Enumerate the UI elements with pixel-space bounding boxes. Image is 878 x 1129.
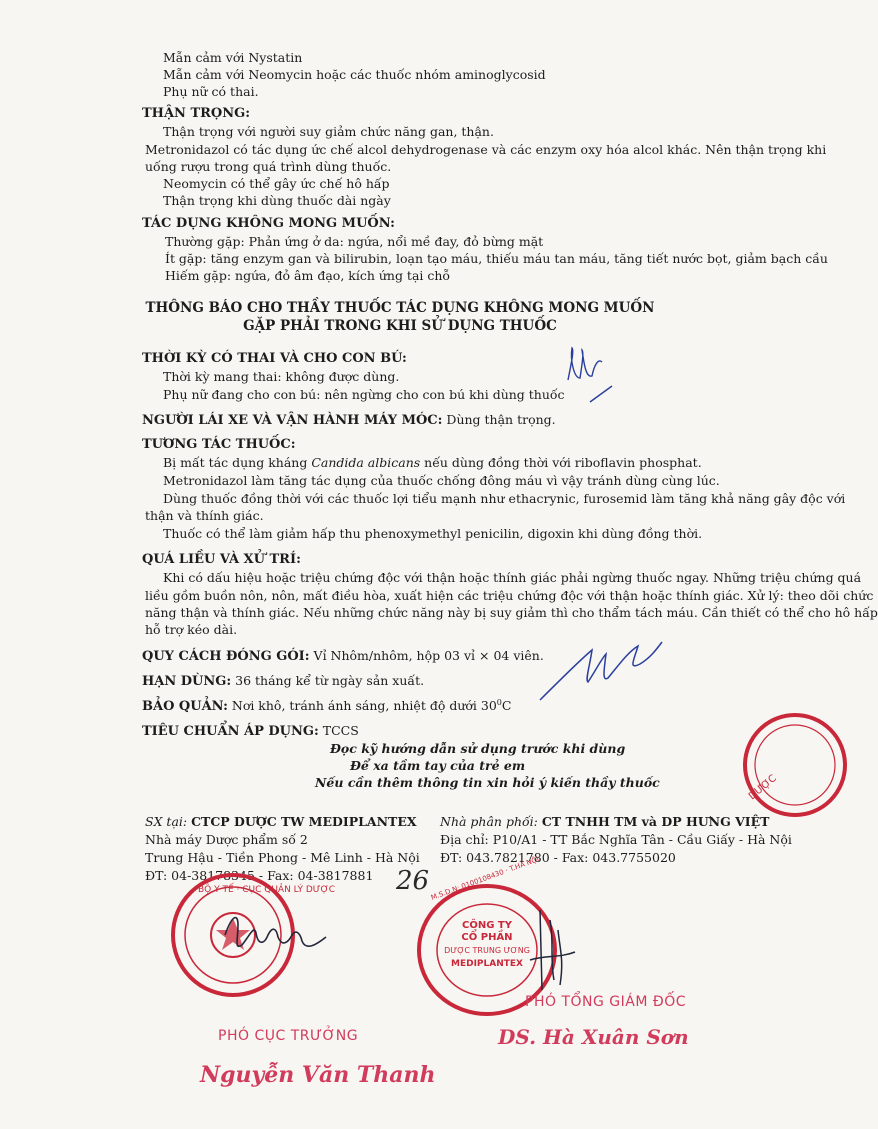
driving-heading: NGƯỜI LÁI XE VÀ VẬN HÀNH MÁY MÓC: <box>142 413 443 428</box>
warning-line: Nếu cần thêm thông tin xin hỏi ý kiến thầy thuốc <box>315 775 660 790</box>
precaution-line: Neomycin có thể gây ức chế hô hấp <box>163 176 390 191</box>
precaution-line: Metronidazol có tác dụng ức chế alcol dehydrogenase và các enzym oxy hóa alcol khác. Nên thận trọng khi <box>145 142 827 157</box>
expiry-heading: HẠN DÙNG: <box>142 674 232 689</box>
interactions-heading: TƯƠNG TÁC THUỐC: <box>142 437 296 452</box>
packaging-heading: QUY CÁCH ĐÓNG GÓI: <box>142 649 310 664</box>
pregnancy-heading: THỜI KỲ CÓ THAI VÀ CHO CON BÚ: <box>142 351 407 366</box>
overdose-line: Khi có dấu hiệu hoặc triệu chứng độc với thận hoặc thính giác phải ngừng thuốc ngay. Những triệu chứng quá <box>163 570 862 585</box>
precaution-line: Thận trọng khi dùng thuốc dài ngày <box>163 193 391 208</box>
handwritten-date: 26 <box>396 866 430 896</box>
standard-heading: TIÊU CHUẨN ÁP DỤNG: <box>142 724 319 739</box>
storage-unit: C <box>501 698 512 714</box>
side-effects-heading: TÁC DỤNG KHÔNG MONG MUỐN: <box>142 216 395 231</box>
stamp-ministry-text: BỘ Y TẾ · CỤC QUẢN LÝ DƯỢC <box>198 885 336 895</box>
expiry-line <box>142 673 424 689</box>
overdose-line: liều gồm buồn nôn, nôn, mất điều hòa, xuất hiện các triệu chứng độc với thận hoặc thính giác. Xử lý: theo dõi chức <box>145 588 874 603</box>
stamp-company-line2: CỔ PHẦN <box>461 932 513 943</box>
manufacturer-line: Nhà máy Dược phẩm số 2 <box>145 832 308 847</box>
stamp-company-line3: DƯỢC TRUNG ƯƠNG <box>444 946 530 955</box>
distributor-line: Địa chỉ: P10/A1 - TT Bắc Nghĩa Tân - Cầu Giấy - Hà Nội <box>440 832 792 847</box>
interaction-line: Dùng thuốc đồng thời với các thuốc lợi tiểu mạnh như ethacrynic, furosemid làm tăng khả năng gây độc với <box>163 491 846 506</box>
overdose-line: hỗ trợ kéo dài. <box>145 622 238 637</box>
left-signer-title: PHÓ CỤC TRƯỞNG <box>218 1028 359 1044</box>
left-signer-name: Nguyễn Văn Thanh <box>200 1062 436 1088</box>
pregnancy-line: Thời kỳ mang thai: không được dùng. <box>163 369 400 384</box>
side-effect-line: Thường gặp: Phản ứng ở da: ngứa, nổi mề đay, đỏ bừng mặt <box>165 234 544 249</box>
interaction-line: thận và thính giác. <box>145 508 264 523</box>
storage-text: Nơi khô, tránh ánh sáng, nhiệt độ dưới 30 <box>231 698 497 714</box>
stamp-right-edge <box>700 710 800 820</box>
right-signer-title: PHÓ TỔNG GIÁM ĐỐC <box>525 994 687 1010</box>
manufacturer-label: SX tại: <box>145 814 188 829</box>
initials-signature <box>560 340 620 410</box>
packaging-line <box>142 648 544 664</box>
interaction-line: Thuốc có thể làm giảm hấp thu phenoxymethyl penicilin, digoxin khi dùng đồng thời. <box>163 526 703 541</box>
notice-title-line1: THÔNG BÁO CHO THẦY THUỐC TÁC DỤNG KHÔNG MONG MUỐN <box>145 300 655 316</box>
interaction-line-post: nếu dùng đồng thời với riboflavin phosphat. <box>420 455 702 470</box>
precautions-heading: THẬN TRỌNG: <box>142 106 251 121</box>
standard-line <box>142 723 359 739</box>
overdose-heading: QUÁ LIỀU VÀ XỬ TRÍ: <box>142 552 301 567</box>
precaution-line: Thận trọng với người suy giảm chức năng gan, thận. <box>163 124 494 139</box>
stamp-company-ring: M.S.D.N: 0100108430 · T.HÀ NỘI <box>429 855 541 902</box>
pregnancy-line: Phụ nữ đang cho con bú: nên ngừng cho con bú khi dùng thuốc <box>163 387 565 402</box>
stamp-right-text: DƯỢC <box>746 773 779 803</box>
contra-line: Mẫn cảm với Neomycin hoặc các thuốc nhóm aminoglycosid <box>163 67 546 82</box>
stamp-company-line4: MEDIPLANTEX <box>451 959 523 969</box>
contra-line: Mẫn cảm với Nystatin <box>163 50 303 65</box>
approval-signature <box>530 620 670 710</box>
standard-text: TCCS <box>322 723 359 738</box>
manufacturer-name: CTCP DƯỢC TW MEDIPLANTEX <box>191 814 417 829</box>
notice-title-line2: GẶP PHẢI TRONG KHI SỬ DỤNG THUỐC <box>243 318 557 334</box>
distributor-name: CT TNHH TM và DP HƯNG VIỆT <box>541 814 770 829</box>
storage-heading: BẢO QUẢN: <box>142 699 228 715</box>
contra-line: Phụ nữ có thai. <box>163 84 259 99</box>
manufacturer-line: Trung Hậu - Tiền Phong - Mê Linh - Hà Nội <box>145 850 420 865</box>
precaution-line: uống rượu trong quá trình dùng thuốc. <box>145 159 392 174</box>
interaction-organism: Candida albicans <box>311 455 421 470</box>
interaction-line: Metronidazol làm tăng tác dụng của thuốc chống đông máu vì vậy tránh dùng cùng lúc. <box>163 473 720 488</box>
stamp-company-line1: CÔNG TY <box>462 920 512 931</box>
interaction-line <box>163 455 702 470</box>
right-signer-name: DS. Hà Xuân Sơn <box>498 1025 689 1049</box>
distributor-line: ĐT: 043.7821780 - Fax: 043.7755020 <box>440 850 676 865</box>
overdose-line: năng thận và thính giác. Nếu những chức năng này bị suy giảm thì cho thẩm tách máu. Cần thiết có thể cho hô hấp <box>145 605 878 620</box>
driving-line <box>142 412 556 428</box>
warning-line: Để xa tầm tay của trẻ em <box>350 758 526 773</box>
storage-degree: 0 <box>496 698 502 707</box>
storage-line <box>142 698 511 714</box>
general-director-signature <box>520 900 580 1000</box>
distributor-label: Nhà phân phối: <box>440 814 538 829</box>
side-effect-line: Hiếm gặp: ngứa, đỏ âm đạo, kích ứng tại chỗ <box>165 268 451 283</box>
expiry-text: 36 tháng kể từ ngày sản xuất. <box>235 673 425 688</box>
deputy-director-signature <box>220 905 330 965</box>
warning-line: Đọc kỹ hướng dẫn sử dụng trước khi dùng <box>330 741 626 756</box>
side-effect-line: Ít gặp: tăng enzym gan và bilirubin, loạn tạo máu, thiếu máu tan máu, tăng tiết nước bọt, giảm bạch cầu <box>165 251 828 266</box>
driving-text: Dùng thận trọng. <box>446 412 556 427</box>
packaging-text: Vỉ Nhôm/nhôm, hộp 03 vỉ × 04 viên. <box>313 648 544 663</box>
manufacturer-name-line <box>145 814 417 829</box>
interaction-line-pre: Bị mất tác dụng kháng <box>163 455 312 470</box>
manufacturer-line: ĐT: 04-38178345 - Fax: 04-3817881 <box>145 868 374 883</box>
